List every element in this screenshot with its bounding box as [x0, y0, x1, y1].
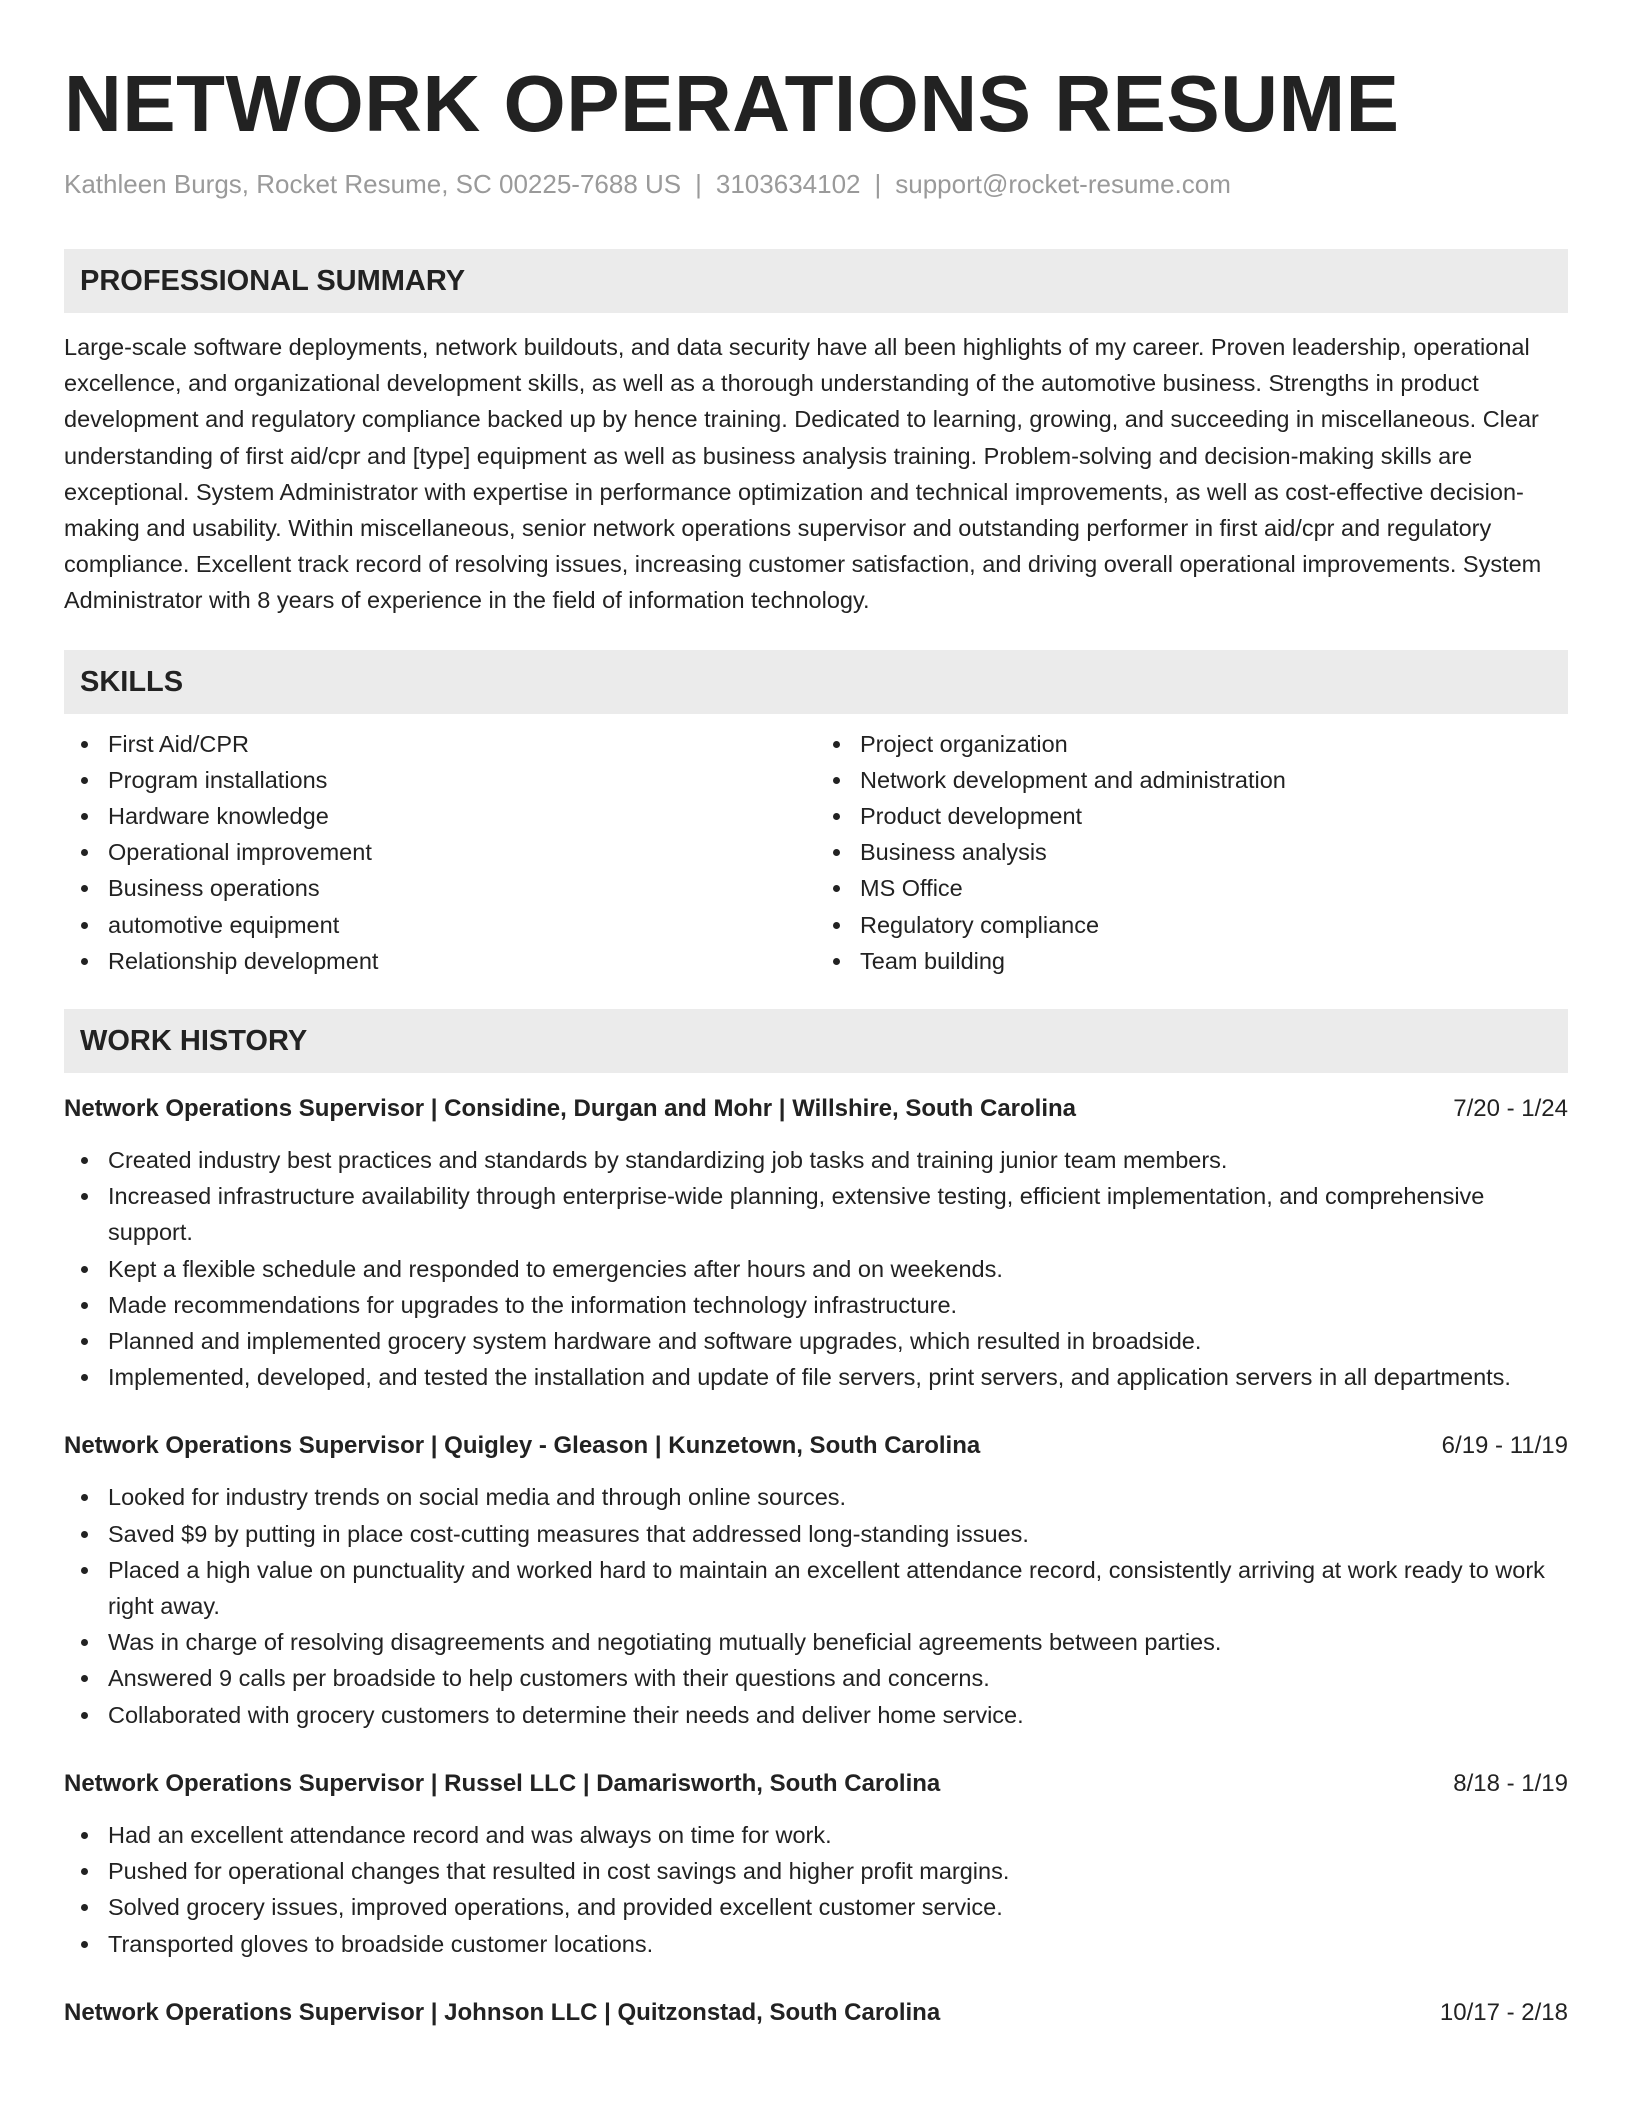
job-bullet: Collaborated with grocery customers to determine their needs and deliver home service. — [108, 1697, 1568, 1733]
job-entry — [64, 1428, 1568, 1732]
job-dates: 8/18 - 1/19 — [1453, 1769, 1568, 1797]
contact-email[interactable]: support@rocket-resume.com — [895, 169, 1231, 199]
skill-item: First Aid/CPR — [108, 726, 816, 762]
job-bullet: Planned and implemented grocery system hardware and software upgrades, which resulted in broadside. — [108, 1323, 1568, 1359]
skills-heading: SKILLS — [64, 650, 1568, 714]
job-header — [64, 1995, 1568, 2031]
job-entry — [64, 1091, 1568, 1395]
skill-item: Operational improvement — [108, 834, 816, 870]
job-title: Network Operations Supervisor | Quigley - Gleason | Kunzetown, South Carolina — [64, 1432, 981, 1460]
work-history-heading: WORK HISTORY — [64, 1009, 1568, 1073]
resume-content — [64, 58, 1568, 2031]
job-bullet-list — [64, 1479, 1568, 1732]
skills-list-left — [64, 726, 816, 979]
skills-list-right — [816, 726, 1568, 979]
job-bullet: Created industry best practices and standards by standardizing job tasks and training junior team members. — [108, 1142, 1568, 1178]
skill-item: Business analysis — [860, 834, 1568, 870]
job-bullet: Pushed for operational changes that resulted in cost savings and higher profit margins. — [108, 1853, 1568, 1889]
job-bullet: Looked for industry trends on social media and through online sources. — [108, 1479, 1568, 1515]
skill-item: Relationship development — [108, 943, 816, 979]
job-header — [64, 1428, 1568, 1464]
job-header — [64, 1091, 1568, 1127]
job-bullet: Answered 9 calls per broadside to help customers with their questions and concerns. — [108, 1660, 1568, 1696]
job-bullet: Increased infrastructure availability through enterprise-wide planning, extensive testing, efficient implementation, and comprehensive support. — [108, 1178, 1568, 1250]
skill-item: Program installations — [108, 762, 816, 798]
job-dates: 6/19 - 11/19 — [1441, 1432, 1568, 1460]
job-entry — [64, 1995, 1568, 2031]
job-bullet-list — [64, 1817, 1568, 1962]
job-bullet: Had an excellent attendance record and was always on time for work. — [108, 1817, 1568, 1853]
job-bullet: Saved $9 by putting in place cost-cutting measures that addressed long-standing issues. — [108, 1516, 1568, 1552]
contact-separator: | — [874, 169, 882, 199]
contact-address: Kathleen Burgs, Rocket Resume, SC 00225-7688 US — [64, 169, 682, 199]
resume-title: NETWORK OPERATIONS RESUME — [64, 59, 1400, 148]
contact-phone: 3103634102 — [715, 169, 861, 199]
skill-item: Team building — [860, 943, 1568, 979]
skill-item: Regulatory compliance — [860, 907, 1568, 943]
job-bullet: Solved grocery issues, improved operations, and provided excellent customer service. — [108, 1889, 1568, 1925]
skills-grid — [64, 726, 1568, 979]
contact-separator: | — [695, 169, 702, 199]
job-bullet: Implemented, developed, and tested the installation and update of file servers, print servers, and application servers in all departments. — [108, 1359, 1568, 1395]
skill-item: MS Office — [860, 870, 1568, 906]
skill-item: Hardware knowledge — [108, 798, 816, 834]
skill-item: automotive equipment — [108, 907, 816, 943]
job-bullet-list — [64, 1142, 1568, 1395]
professional-summary-text: Large-scale software deployments, network buildouts, and data security have all been highlights of my career. Proven leadership, operational excellence, and organizational development skills, as well as a thorough understanding of the automotive business. Strengths in product development and regulatory compliance backed up by hence training. Dedicated to learning, growing, and succeeding in miscellaneous. Clear understanding of first aid/cpr and [type] equipment as well as business analysis training. Problem-solving and decision-making skills are exceptional. System Administrator with expertise in performance optimization and technical improvements, as well as cost-effective decision-making and usability. Within miscellaneous, senior network operations supervisor and outstanding performer in first aid/cpr and regulatory compliance. Excellent track record of resolving issues, increasing customer satisfaction, and driving overall operational improvements. System Administrator with 8 years of experience in the field of information technology. — [64, 334, 1542, 614]
job-bullet: Was in charge of resolving disagreements and negotiating mutually beneficial agreements between parties. — [108, 1624, 1568, 1660]
skill-item: Project organization — [860, 726, 1568, 762]
professional-summary-heading: PROFESSIONAL SUMMARY — [64, 249, 1568, 313]
job-bullet: Transported gloves to broadside customer locations. — [108, 1926, 1568, 1962]
skill-item: Business operations — [108, 870, 816, 906]
skill-item: Product development — [860, 798, 1568, 834]
contact-line — [64, 167, 1568, 201]
job-entry — [64, 1766, 1568, 1962]
job-title: Network Operations Supervisor | Johnson LLC | Quitzonstad, South Carolina — [64, 1998, 941, 2026]
job-bullet: Kept a flexible schedule and responded to emergencies after hours and on weekends. — [108, 1251, 1568, 1287]
job-title: Network Operations Supervisor | Considine, Durgan and Mohr | Willshire, South Carolina — [64, 1095, 1077, 1123]
skill-item: Network development and administration — [860, 762, 1568, 798]
job-header — [64, 1766, 1568, 1802]
job-bullet: Made recommendations for upgrades to the information technology infrastructure. — [108, 1287, 1568, 1323]
job-dates: 10/17 - 2/18 — [1439, 1998, 1568, 2026]
job-bullet: Placed a high value on punctuality and worked hard to maintain an excellent attendance record, consistently arriving at work ready to work right away. — [108, 1552, 1568, 1624]
job-dates: 7/20 - 1/24 — [1453, 1095, 1568, 1123]
job-title: Network Operations Supervisor | Russel LLC | Damarisworth, South Carolina — [64, 1769, 941, 1797]
